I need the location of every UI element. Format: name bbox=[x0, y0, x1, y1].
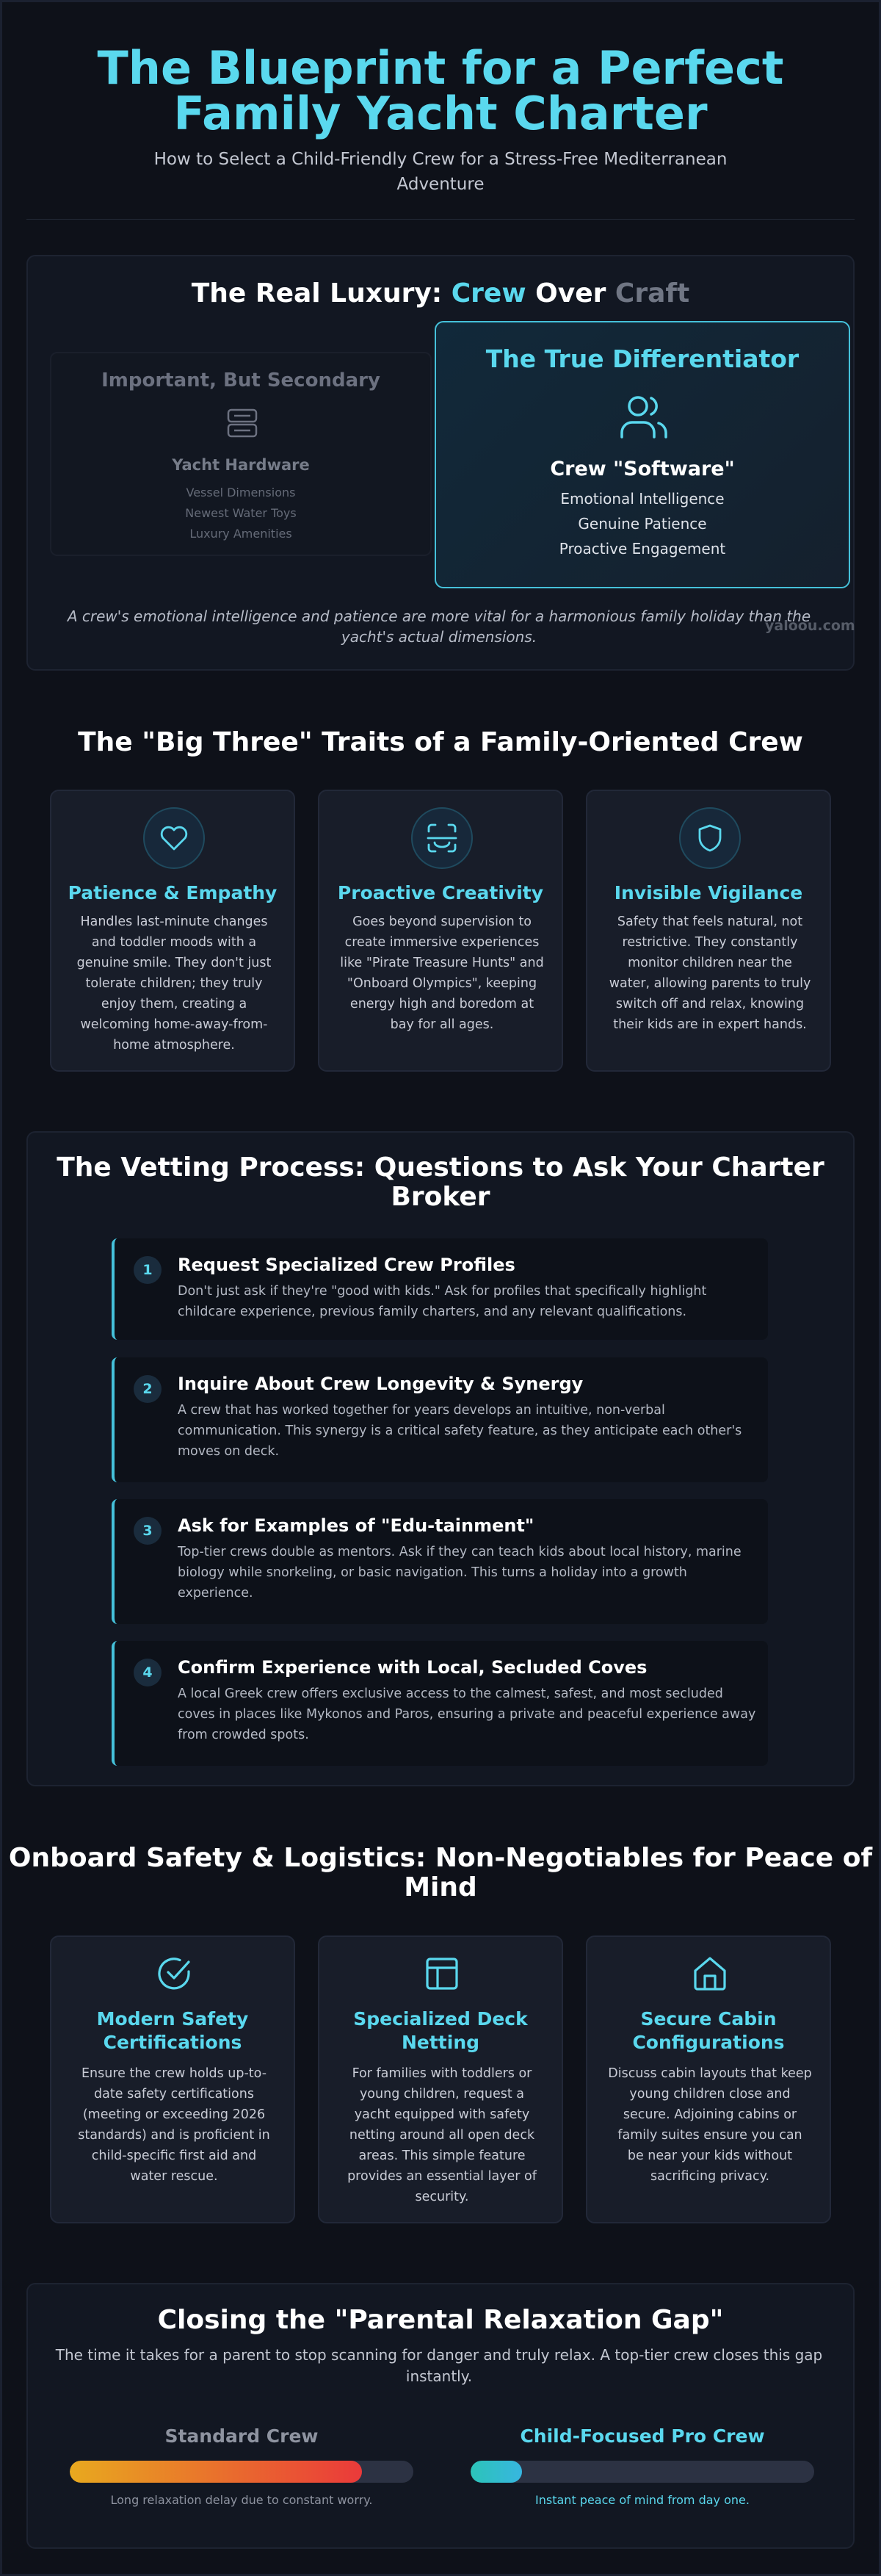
vetting-title: The Vetting Process: Questions to Ask Your Charter Broker bbox=[57, 1152, 824, 1212]
secondary-heading: Important, But Secondary bbox=[101, 369, 380, 392]
secondary-subheading: Yacht Hardware bbox=[172, 456, 310, 474]
secondary-item: Vessel Dimensions bbox=[186, 486, 296, 499]
title-over: Over bbox=[526, 278, 615, 309]
trait-description: Safety that feels natural, not restrictive. They constantly monitor children near the water, allowing parents to truly switch off and relax, knowing their kids are in expert hands. bbox=[609, 914, 811, 1032]
vetting-item-title: Ask for Examples of "Edu-tainment" bbox=[178, 1515, 534, 1536]
header-divider bbox=[26, 219, 855, 220]
safety-card bbox=[586, 1935, 831, 2223]
safety-title: Onboard Safety & Logistics: Non-Negotiables for Peace of Mind bbox=[8, 1843, 873, 1902]
standard-crew-caption: Long relaxation delay due to constant worry. bbox=[110, 2493, 373, 2507]
differentiator-item: Emotional Intelligence bbox=[560, 490, 725, 508]
server-icon bbox=[225, 406, 259, 440]
trait-icon-circle bbox=[679, 807, 741, 869]
gap-subtitle: The time it takes for a parent to stop scanning for danger and truly relax. A top-tier crew closes this gap instantly. bbox=[55, 2346, 823, 2385]
page-subtitle: How to Select a Child-Friendly Crew for a Stress-Free Mediterranean Adventure bbox=[153, 150, 728, 194]
title-crew: Crew bbox=[451, 278, 526, 309]
safety-card bbox=[50, 1935, 295, 2223]
secondary-item: Luxury Amenities bbox=[189, 527, 292, 541]
shield-icon bbox=[694, 822, 726, 854]
trait-icon-circle bbox=[411, 807, 473, 869]
safety-card bbox=[318, 1935, 563, 2223]
pro-crew-label: Child-Focused Pro Crew bbox=[520, 2425, 765, 2447]
watermark: yaloou.com bbox=[765, 618, 855, 634]
pro-crew-fill bbox=[471, 2461, 522, 2483]
safety-card-desc: Ensure the crew holds up-to-date safety certifications (meeting or exceeding 2026 standards) and is proficient in child-specific first aid and water rescue. bbox=[78, 2066, 270, 2184]
secondary-item: Newest Water Toys bbox=[185, 506, 297, 520]
netting-icon bbox=[421, 1953, 463, 1994]
trait-icon-circle bbox=[143, 807, 205, 869]
trait-description: Goes beyond supervision to create immersive experiences like "Pirate Treasure Hunts" and "Onboard Olympics", keeping energy high and boredom at bay for all ages. bbox=[340, 914, 544, 1032]
differentiator-item: Genuine Patience bbox=[578, 515, 707, 533]
standard-crew-bar bbox=[70, 2461, 413, 2483]
vetting-item-desc: Don't just ask if they're "good with kids." Ask for profiles that specifically highlight childcare experience, previous family charters, and any relevant qualifications. bbox=[178, 1284, 707, 1319]
title-craft: Craft bbox=[614, 278, 690, 309]
vetting-number: 1 bbox=[134, 1256, 162, 1284]
scan-icon bbox=[425, 821, 459, 855]
vetting-item bbox=[112, 1499, 768, 1624]
differentiator-item: Proactive Engagement bbox=[559, 540, 726, 558]
vetting-number: 3 bbox=[134, 1517, 162, 1545]
users-icon bbox=[617, 393, 670, 440]
differentiator-heading: The True Differentiator bbox=[485, 344, 800, 373]
vetting-item-desc: A crew that has worked together for years develops an intuitive, non-verbal communication. This synergy is a critical safety feature, as they anticipate each other's moves on deck. bbox=[178, 1403, 742, 1459]
vetting-number: 2 bbox=[134, 1375, 162, 1403]
safety-card-title: Modern Safety Certifications bbox=[96, 2008, 249, 2053]
differentiator-subheading: Crew "Software" bbox=[550, 458, 735, 480]
vetting-item bbox=[112, 1641, 768, 1766]
vetting-item-desc: Top-tier crews double as mentors. Ask if they can teach kids about local history, marine biology while snorkeling, or basic navigation. This turns a holiday into a growth experience. bbox=[178, 1545, 742, 1601]
home-icon bbox=[689, 1953, 730, 1994]
relaxation-gap-panel bbox=[26, 2283, 855, 2549]
title-part: The Real Luxury: bbox=[191, 278, 452, 309]
safety-card-desc: For families with toddlers or young children, request a yacht equipped with safety netting around all open deck areas. This simple feature provides an essential layer of security. bbox=[347, 2066, 537, 2204]
real-luxury-title bbox=[28, 278, 853, 309]
page-title: The Blueprint for a Perfect Family Yacht Charter bbox=[97, 41, 784, 140]
trait-card bbox=[50, 790, 295, 1072]
differentiator-box bbox=[435, 321, 850, 588]
safety-card-title: Secure Cabin Configurations bbox=[632, 2008, 785, 2053]
luxury-quote: A crew's emotional intelligence and patience are more vital for a harmonious family holiday than the yacht's actual dimensions. bbox=[67, 607, 811, 646]
big-three-title: The "Big Three" Traits of a Family-Oriented Crew bbox=[78, 727, 803, 757]
standard-crew-label: Standard Crew bbox=[164, 2425, 319, 2447]
trait-description: Handles last-minute changes and toddler moods with a genuine smile. They don't just tolerate children; they truly enjoy them, creating a welcoming home-away-from-home atmosphere. bbox=[76, 914, 272, 1053]
vetting-item bbox=[112, 1238, 768, 1340]
vetting-item-title: Request Specialized Crew Profiles bbox=[178, 1255, 515, 1275]
safety-card-title: Specialized Deck Netting bbox=[353, 2008, 528, 2053]
vetting-panel bbox=[26, 1131, 855, 1786]
safety-card-desc: Discuss cabin layouts that keep young children close and secure. Adjoining cabins or family suites ensure you can be near your kids without sacrificing privacy. bbox=[608, 2066, 812, 2184]
trait-title: Invisible Vigilance bbox=[614, 882, 803, 903]
vetting-item-title: Confirm Experience with Local, Secluded Coves bbox=[178, 1657, 648, 1678]
pro-crew-caption: Instant peace of mind from day one. bbox=[535, 2493, 750, 2507]
vetting-item-title: Inquire About Crew Longevity & Synergy bbox=[178, 1374, 584, 1394]
gap-title: Closing the "Parental Relaxation Gap" bbox=[157, 2305, 724, 2335]
vetting-item-desc: A local Greek crew offers exclusive access to the calmest, safest, and most secluded coves in places like Mykonos and Paros, ensuring a private and peaceful experience away from crowded spots. bbox=[178, 1686, 756, 1742]
pro-crew-bar bbox=[471, 2461, 814, 2483]
trait-card bbox=[586, 790, 831, 1072]
vetting-number: 4 bbox=[134, 1659, 162, 1686]
vetting-item bbox=[112, 1357, 768, 1482]
trait-title: Proactive Creativity bbox=[337, 882, 544, 903]
real-luxury-panel bbox=[26, 255, 855, 671]
secondary-box bbox=[50, 352, 432, 556]
standard-crew-fill bbox=[70, 2461, 362, 2483]
check-circle-icon bbox=[153, 1953, 195, 1994]
heart-icon bbox=[158, 822, 190, 854]
trait-card bbox=[318, 790, 563, 1072]
trait-title: Patience & Empathy bbox=[68, 882, 278, 903]
